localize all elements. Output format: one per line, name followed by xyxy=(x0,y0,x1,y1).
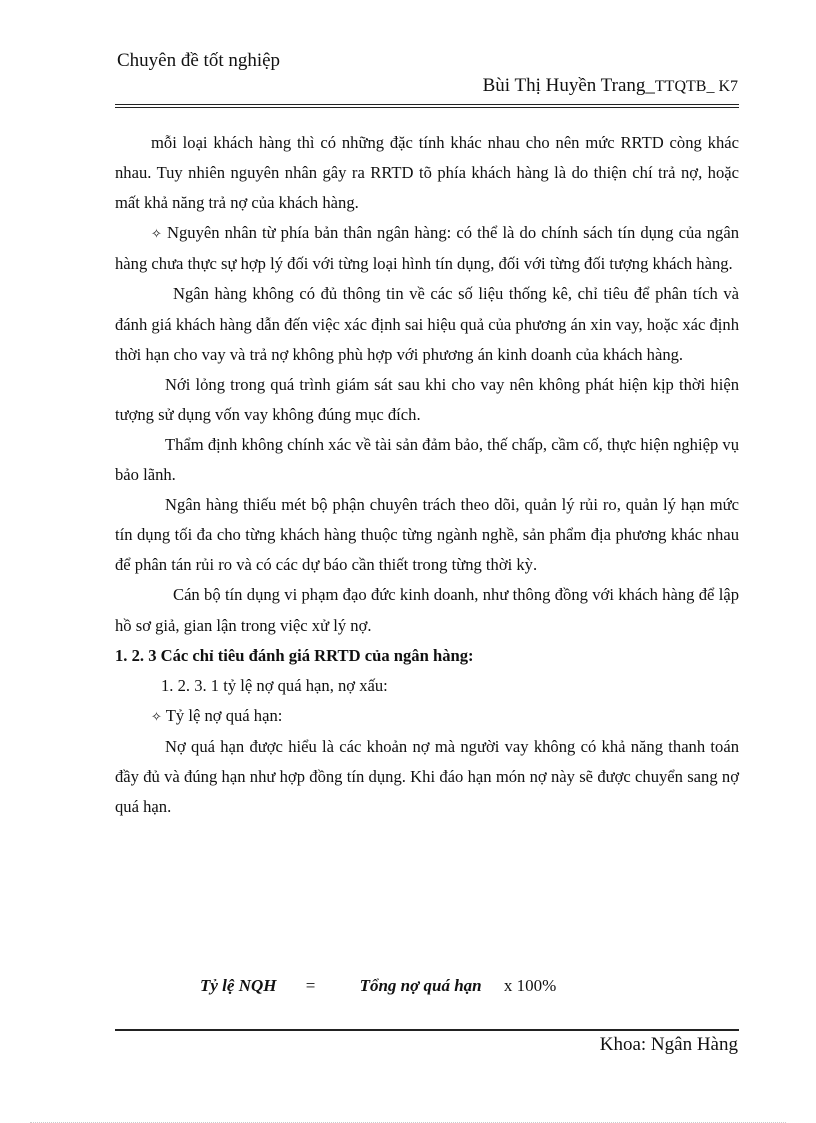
four-pointed-star-icon: ✧ xyxy=(151,226,162,242)
bullet-item xyxy=(115,701,739,732)
paragraph: Cán bộ tín dụng vi phạm đạo đức kinh doanh, như thông đồng với khách hàng để lập hồ sơ giả, gian lận trong việc xử lý nợ. xyxy=(115,585,739,635)
footer-rule xyxy=(115,1029,739,1031)
paragraph: mỗi loại khách hàng thì có những đặc tính khác nhau cho nên mức RRTD còng khác nhau. Tuy nhiên nguyên nhân gây ra RRTD tõ phía khách hàng là do thiện chí trả nợ, hoặc mất khả năng trả nợ của khách hàng. xyxy=(115,133,739,213)
definition-paragraph: Nợ quá hạn được hiểu là các khoản nợ mà người vay không có khả năng thanh toán đầy đủ và đúng hạn như hợp đồng tín dụng. Khi đáo hạn món nợ này sẽ được chuyển sang nợ quá hạn. xyxy=(115,736,739,817)
header-rule-bottom xyxy=(115,107,739,108)
formula xyxy=(200,976,556,996)
subsection-heading: 1. 2. 3. 1 tỷ lệ nợ quá hạn, nợ xấu: xyxy=(161,675,388,695)
author-class: TTQTB_ K7 xyxy=(654,78,738,95)
formula-multiplier: x 100% xyxy=(503,976,557,995)
paragraph: Thẩm định không chính xác về tài sản đảm bảo, thế chấp, cầm cố, thực hiện nghiệp vụ bảo lãnh. xyxy=(115,434,739,485)
paragraph: Ngân hàng thiếu mét bộ phận chuyên trách theo dõi, quản lý rủi ro, quản lý hạn mức tín dụng tối đa cho từng khách hàng thuộc từng ngành nghề, sản phẩm địa phương khác nhau để phân tán rủi ro và có các dự báo cần thiết trong từng thời kỳ. xyxy=(115,495,739,575)
formula-rhs: Tổng nợ quá hạn xyxy=(359,976,482,995)
paragraph: Ngân hàng không có đủ thông tin về các số liệu thống kê, chỉ tiêu để phân tích và đánh giá khách hàng dẫn đến việc xác định sai hiệu quả của phương án xin vay, hoặc xác định thời hạn cho vay và trả nợ không phù hợp với phương án kinh doanh của khách hàng. xyxy=(115,284,739,364)
formula-lhs: Tỷ lệ NQH xyxy=(200,976,277,995)
four-pointed-star-icon: ✧ xyxy=(151,708,162,724)
footer-text: Khoa: Ngân Hàng xyxy=(599,1034,738,1055)
document-title: Chuyên đề tốt nghiệp xyxy=(117,50,281,71)
bullet-item-text: Tỷ lệ nợ quá hạn: xyxy=(165,705,283,725)
page-body xyxy=(115,128,739,822)
section-heading: 1. 2. 3 Các chỉ tiêu đánh giá RRTD của ngân hàng: xyxy=(115,645,474,665)
header-rule-top xyxy=(115,104,739,105)
bullet-paragraph-text: Nguyên nhân từ phía bản thân ngân hàng: có thể là do chính sách tín dụng của ngân hàng chưa thực sự hợp lý đối với từng loại hình tín dụng, đối với từng đối tượng khách hàng. xyxy=(115,223,739,274)
paragraph: Nới lỏng trong quá trình giám sát sau khi cho vay nên không phát hiện kịp thời hiện tượng sử dụng vốn vay không đúng mục đích. xyxy=(115,374,739,424)
author-line xyxy=(483,75,738,97)
formula-equals: = xyxy=(305,976,316,995)
bullet-paragraph xyxy=(115,218,739,279)
author-name: Bùi Thị Huyền Trang_ xyxy=(482,75,655,96)
